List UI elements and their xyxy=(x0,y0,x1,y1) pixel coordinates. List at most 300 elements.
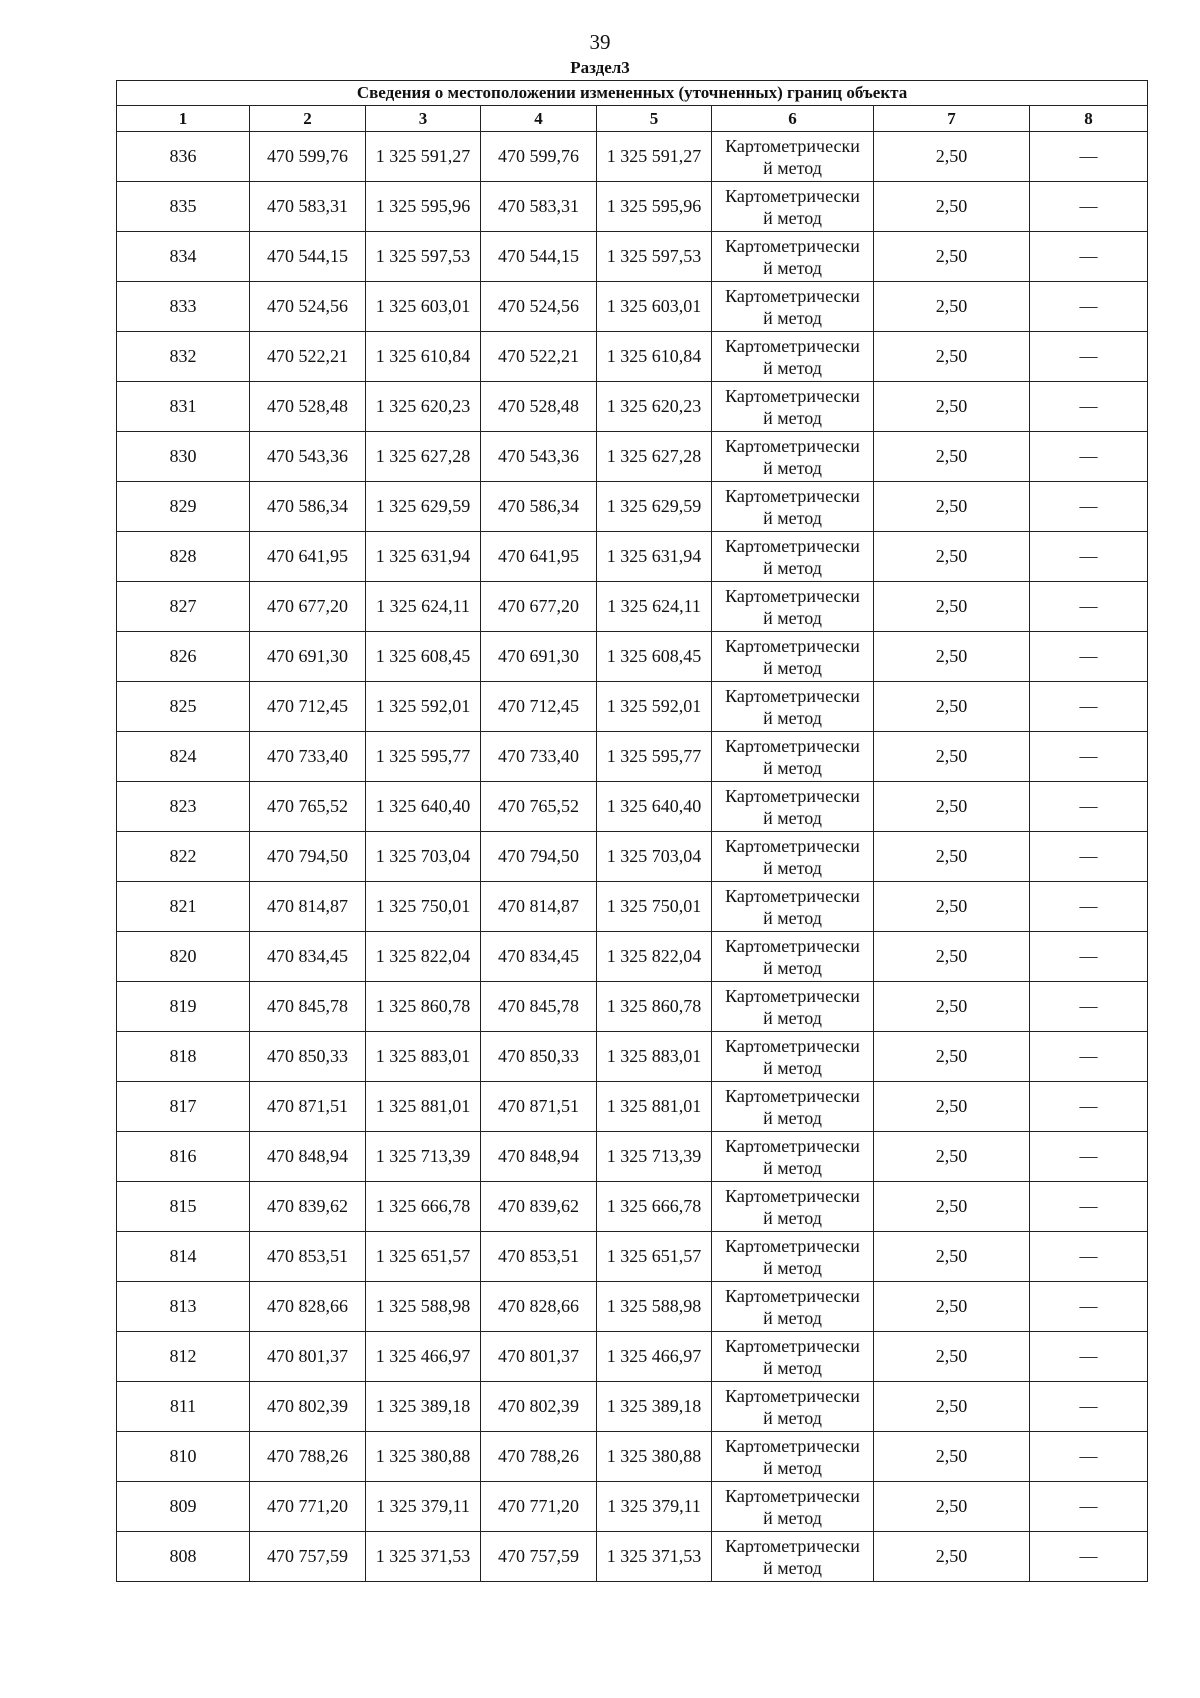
point-number-cell: 836 xyxy=(117,132,250,182)
y-coordinate-cell: 1 325 379,11 xyxy=(366,1482,481,1532)
note-cell: — xyxy=(1030,482,1148,532)
table-row xyxy=(117,532,1148,582)
column-number-header: 8 xyxy=(1030,106,1148,132)
point-number-cell: 809 xyxy=(117,1482,250,1532)
accuracy-cell: 2,50 xyxy=(874,1382,1030,1432)
accuracy-cell: 2,50 xyxy=(874,1232,1030,1282)
method-text: й метод xyxy=(763,357,822,378)
table-row xyxy=(117,932,1148,982)
y-new-coordinate-cell: 1 325 595,96 xyxy=(597,182,712,232)
x-new-coordinate-cell: 470 641,95 xyxy=(481,532,597,582)
method-text: й метод xyxy=(763,907,822,928)
method-text: Картометрически xyxy=(725,835,860,856)
method-text: Картометрически xyxy=(725,885,860,906)
method-cell xyxy=(712,132,874,182)
y-coordinate-cell: 1 325 591,27 xyxy=(366,132,481,182)
y-coordinate-cell: 1 325 595,77 xyxy=(366,732,481,782)
method-text: й метод xyxy=(763,1557,822,1578)
x-new-coordinate-cell: 470 802,39 xyxy=(481,1382,597,1432)
y-coordinate-cell: 1 325 822,04 xyxy=(366,932,481,982)
method-text: Картометрически xyxy=(725,135,860,156)
y-new-coordinate-cell: 1 325 750,01 xyxy=(597,882,712,932)
point-number-cell: 817 xyxy=(117,1082,250,1132)
method-text: й метод xyxy=(763,407,822,428)
method-cell xyxy=(712,1282,874,1332)
note-cell: — xyxy=(1030,232,1148,282)
x-coordinate-cell: 470 828,66 xyxy=(250,1282,366,1332)
method-text: Картометрически xyxy=(725,635,860,656)
y-new-coordinate-cell: 1 325 631,94 xyxy=(597,532,712,582)
accuracy-cell: 2,50 xyxy=(874,1282,1030,1332)
column-number-row xyxy=(117,106,1148,132)
table-row xyxy=(117,582,1148,632)
table-row xyxy=(117,332,1148,382)
method-cell xyxy=(712,1232,874,1282)
point-number-cell: 833 xyxy=(117,282,250,332)
table-row xyxy=(117,1532,1148,1582)
method-cell xyxy=(712,382,874,432)
y-new-coordinate-cell: 1 325 627,28 xyxy=(597,432,712,482)
column-number-header: 2 xyxy=(250,106,366,132)
method-cell xyxy=(712,232,874,282)
accuracy-cell: 2,50 xyxy=(874,1482,1030,1532)
y-coordinate-cell: 1 325 592,01 xyxy=(366,682,481,732)
y-new-coordinate-cell: 1 325 603,01 xyxy=(597,282,712,332)
point-number-cell: 818 xyxy=(117,1032,250,1082)
x-new-coordinate-cell: 470 771,20 xyxy=(481,1482,597,1532)
y-new-coordinate-cell: 1 325 624,11 xyxy=(597,582,712,632)
point-number-cell: 834 xyxy=(117,232,250,282)
x-coordinate-cell: 470 788,26 xyxy=(250,1432,366,1482)
note-cell: — xyxy=(1030,982,1148,1032)
table-body xyxy=(117,132,1148,1582)
method-text: Картометрически xyxy=(725,585,860,606)
column-number-header: 7 xyxy=(874,106,1030,132)
table-row xyxy=(117,382,1148,432)
x-new-coordinate-cell: 470 528,48 xyxy=(481,382,597,432)
accuracy-cell: 2,50 xyxy=(874,1332,1030,1382)
x-coordinate-cell: 470 853,51 xyxy=(250,1232,366,1282)
method-text: й метод xyxy=(763,1207,822,1228)
note-cell: — xyxy=(1030,1332,1148,1382)
table-row xyxy=(117,832,1148,882)
method-text: Картометрически xyxy=(725,735,860,756)
method-cell xyxy=(712,1482,874,1532)
x-coordinate-cell: 470 834,45 xyxy=(250,932,366,982)
note-cell: — xyxy=(1030,1132,1148,1182)
method-cell xyxy=(712,482,874,532)
y-new-coordinate-cell: 1 325 651,57 xyxy=(597,1232,712,1282)
note-cell: — xyxy=(1030,832,1148,882)
x-coordinate-cell: 470 522,21 xyxy=(250,332,366,382)
y-coordinate-cell: 1 325 640,40 xyxy=(366,782,481,832)
method-text: й метод xyxy=(763,457,822,478)
method-text: Картометрически xyxy=(725,1485,860,1506)
x-new-coordinate-cell: 470 794,50 xyxy=(481,832,597,882)
x-new-coordinate-cell: 470 712,45 xyxy=(481,682,597,732)
note-cell: — xyxy=(1030,1182,1148,1232)
point-number-cell: 832 xyxy=(117,332,250,382)
y-new-coordinate-cell: 1 325 591,27 xyxy=(597,132,712,182)
note-cell: — xyxy=(1030,1232,1148,1282)
method-text: й метод xyxy=(763,1507,822,1528)
method-text: Картометрически xyxy=(725,1385,860,1406)
x-new-coordinate-cell: 470 733,40 xyxy=(481,732,597,782)
method-text: Картометрически xyxy=(725,1285,860,1306)
table-row xyxy=(117,432,1148,482)
y-new-coordinate-cell: 1 325 608,45 xyxy=(597,632,712,682)
x-new-coordinate-cell: 470 845,78 xyxy=(481,982,597,1032)
method-text: Картометрически xyxy=(725,1535,860,1556)
method-text: й метод xyxy=(763,1007,822,1028)
table-row xyxy=(117,1482,1148,1532)
table-row xyxy=(117,1232,1148,1282)
y-coordinate-cell: 1 325 750,01 xyxy=(366,882,481,932)
table-row xyxy=(117,1082,1148,1132)
point-number-cell: 826 xyxy=(117,632,250,682)
x-new-coordinate-cell: 470 544,15 xyxy=(481,232,597,282)
x-coordinate-cell: 470 691,30 xyxy=(250,632,366,682)
x-coordinate-cell: 470 771,20 xyxy=(250,1482,366,1532)
x-new-coordinate-cell: 470 814,87 xyxy=(481,882,597,932)
method-text: й метод xyxy=(763,1407,822,1428)
y-new-coordinate-cell: 1 325 466,97 xyxy=(597,1332,712,1382)
note-cell: — xyxy=(1030,1432,1148,1482)
table-row xyxy=(117,882,1148,932)
x-coordinate-cell: 470 543,36 xyxy=(250,432,366,482)
y-new-coordinate-cell: 1 325 666,78 xyxy=(597,1182,712,1232)
table-row xyxy=(117,1382,1148,1432)
table-row xyxy=(117,232,1148,282)
y-coordinate-cell: 1 325 631,94 xyxy=(366,532,481,582)
method-text: й метод xyxy=(763,1057,822,1078)
method-cell xyxy=(712,932,874,982)
method-text: й метод xyxy=(763,1107,822,1128)
note-cell: — xyxy=(1030,632,1148,682)
method-text: й метод xyxy=(763,257,822,278)
point-number-cell: 828 xyxy=(117,532,250,582)
point-number-cell: 835 xyxy=(117,182,250,232)
accuracy-cell: 2,50 xyxy=(874,432,1030,482)
method-text: Картометрически xyxy=(725,185,860,206)
method-cell xyxy=(712,632,874,682)
page-number: 39 xyxy=(589,30,611,54)
x-coordinate-cell: 470 757,59 xyxy=(250,1532,366,1582)
accuracy-cell: 2,50 xyxy=(874,732,1030,782)
y-coordinate-cell: 1 325 883,01 xyxy=(366,1032,481,1082)
point-number-cell: 825 xyxy=(117,682,250,732)
x-coordinate-cell: 470 814,87 xyxy=(250,882,366,932)
x-coordinate-cell: 470 528,48 xyxy=(250,382,366,432)
y-new-coordinate-cell: 1 325 588,98 xyxy=(597,1282,712,1332)
y-new-coordinate-cell: 1 325 592,01 xyxy=(597,682,712,732)
accuracy-cell: 2,50 xyxy=(874,332,1030,382)
y-new-coordinate-cell: 1 325 713,39 xyxy=(597,1132,712,1182)
method-text: й метод xyxy=(763,807,822,828)
x-coordinate-cell: 470 801,37 xyxy=(250,1332,366,1382)
method-text: Картометрически xyxy=(725,1085,860,1106)
note-cell: — xyxy=(1030,932,1148,982)
accuracy-cell: 2,50 xyxy=(874,532,1030,582)
method-cell xyxy=(712,682,874,732)
x-new-coordinate-cell: 470 522,21 xyxy=(481,332,597,382)
method-text: Картометрически xyxy=(725,1185,860,1206)
method-cell xyxy=(712,1532,874,1582)
note-cell: — xyxy=(1030,1032,1148,1082)
method-text: Картометрически xyxy=(725,535,860,556)
table-title: Сведения о местоположении измененных (уточненных) границ объекта xyxy=(117,81,1148,106)
y-coordinate-cell: 1 325 389,18 xyxy=(366,1382,481,1432)
y-new-coordinate-cell: 1 325 610,84 xyxy=(597,332,712,382)
accuracy-cell: 2,50 xyxy=(874,832,1030,882)
method-text: й метод xyxy=(763,157,822,178)
point-number-cell: 810 xyxy=(117,1432,250,1482)
method-text: Картометрически xyxy=(725,1335,860,1356)
accuracy-cell: 2,50 xyxy=(874,582,1030,632)
accuracy-cell: 2,50 xyxy=(874,982,1030,1032)
accuracy-cell: 2,50 xyxy=(874,232,1030,282)
method-text: Картометрически xyxy=(725,235,860,256)
table-row xyxy=(117,1432,1148,1482)
point-number-cell: 814 xyxy=(117,1232,250,1282)
y-coordinate-cell: 1 325 603,01 xyxy=(366,282,481,332)
note-cell: — xyxy=(1030,732,1148,782)
method-text: й метод xyxy=(763,957,822,978)
method-text: й метод xyxy=(763,857,822,878)
table-row xyxy=(117,632,1148,682)
point-number-cell: 824 xyxy=(117,732,250,782)
table-row xyxy=(117,1282,1148,1332)
note-cell: — xyxy=(1030,432,1148,482)
accuracy-cell: 2,50 xyxy=(874,482,1030,532)
method-text: й метод xyxy=(763,207,822,228)
y-coordinate-cell: 1 325 651,57 xyxy=(366,1232,481,1282)
x-new-coordinate-cell: 470 543,36 xyxy=(481,432,597,482)
x-coordinate-cell: 470 845,78 xyxy=(250,982,366,1032)
accuracy-cell: 2,50 xyxy=(874,282,1030,332)
x-new-coordinate-cell: 470 848,94 xyxy=(481,1132,597,1182)
method-text: й метод xyxy=(763,607,822,628)
method-cell xyxy=(712,1182,874,1232)
note-cell: — xyxy=(1030,382,1148,432)
method-text: Картометрически xyxy=(725,1235,860,1256)
y-coordinate-cell: 1 325 713,39 xyxy=(366,1132,481,1182)
y-coordinate-cell: 1 325 371,53 xyxy=(366,1532,481,1582)
method-text: Картометрически xyxy=(725,1135,860,1156)
method-text: Картометрически xyxy=(725,785,860,806)
x-coordinate-cell: 470 583,31 xyxy=(250,182,366,232)
accuracy-cell: 2,50 xyxy=(874,182,1030,232)
y-new-coordinate-cell: 1 325 860,78 xyxy=(597,982,712,1032)
method-text: й метод xyxy=(763,707,822,728)
method-text: й метод xyxy=(763,657,822,678)
x-coordinate-cell: 470 677,20 xyxy=(250,582,366,632)
x-new-coordinate-cell: 470 757,59 xyxy=(481,1532,597,1582)
method-text: й метод xyxy=(763,1457,822,1478)
y-new-coordinate-cell: 1 325 380,88 xyxy=(597,1432,712,1482)
y-coordinate-cell: 1 325 881,01 xyxy=(366,1082,481,1132)
accuracy-cell: 2,50 xyxy=(874,1132,1030,1182)
point-number-cell: 827 xyxy=(117,582,250,632)
method-cell xyxy=(712,1332,874,1382)
x-new-coordinate-cell: 470 828,66 xyxy=(481,1282,597,1332)
point-number-cell: 815 xyxy=(117,1182,250,1232)
method-cell xyxy=(712,982,874,1032)
method-text: й метод xyxy=(763,757,822,778)
y-coordinate-cell: 1 325 608,45 xyxy=(366,632,481,682)
table-row xyxy=(117,1132,1148,1182)
point-number-cell: 830 xyxy=(117,432,250,482)
accuracy-cell: 2,50 xyxy=(874,1432,1030,1482)
y-new-coordinate-cell: 1 325 881,01 xyxy=(597,1082,712,1132)
method-text: Картометрически xyxy=(725,435,860,456)
method-cell xyxy=(712,732,874,782)
y-coordinate-cell: 1 325 588,98 xyxy=(366,1282,481,1332)
method-text: й метод xyxy=(763,557,822,578)
x-new-coordinate-cell: 470 524,56 xyxy=(481,282,597,332)
note-cell: — xyxy=(1030,532,1148,582)
y-new-coordinate-cell: 1 325 597,53 xyxy=(597,232,712,282)
y-coordinate-cell: 1 325 629,59 xyxy=(366,482,481,532)
x-coordinate-cell: 470 839,62 xyxy=(250,1182,366,1232)
point-number-cell: 816 xyxy=(117,1132,250,1182)
y-new-coordinate-cell: 1 325 640,40 xyxy=(597,782,712,832)
x-coordinate-cell: 470 802,39 xyxy=(250,1382,366,1432)
x-coordinate-cell: 470 641,95 xyxy=(250,532,366,582)
y-new-coordinate-cell: 1 325 620,23 xyxy=(597,382,712,432)
method-text: Картометрически xyxy=(725,1035,860,1056)
y-new-coordinate-cell: 1 325 371,53 xyxy=(597,1532,712,1582)
point-number-cell: 813 xyxy=(117,1282,250,1332)
method-cell xyxy=(712,582,874,632)
method-text: й метод xyxy=(763,1307,822,1328)
table-row xyxy=(117,182,1148,232)
point-number-cell: 829 xyxy=(117,482,250,532)
x-new-coordinate-cell: 470 599,76 xyxy=(481,132,597,182)
table-row xyxy=(117,982,1148,1032)
point-number-cell: 811 xyxy=(117,1382,250,1432)
column-number-header: 6 xyxy=(712,106,874,132)
method-text: Картометрически xyxy=(725,385,860,406)
accuracy-cell: 2,50 xyxy=(874,1032,1030,1082)
method-cell xyxy=(712,432,874,482)
method-text: Картометрически xyxy=(725,685,860,706)
y-new-coordinate-cell: 1 325 822,04 xyxy=(597,932,712,982)
y-new-coordinate-cell: 1 325 389,18 xyxy=(597,1382,712,1432)
table-row xyxy=(117,732,1148,782)
method-cell xyxy=(712,182,874,232)
table-row xyxy=(117,682,1148,732)
column-number-header: 3 xyxy=(366,106,481,132)
x-coordinate-cell: 470 599,76 xyxy=(250,132,366,182)
table-row xyxy=(117,1332,1148,1382)
x-new-coordinate-cell: 470 853,51 xyxy=(481,1232,597,1282)
table-row xyxy=(117,782,1148,832)
x-coordinate-cell: 470 733,40 xyxy=(250,732,366,782)
method-text: й метод xyxy=(763,1257,822,1278)
method-cell xyxy=(712,1432,874,1482)
x-coordinate-cell: 470 712,45 xyxy=(250,682,366,732)
x-coordinate-cell: 470 850,33 xyxy=(250,1032,366,1082)
x-new-coordinate-cell: 470 871,51 xyxy=(481,1082,597,1132)
x-coordinate-cell: 470 848,94 xyxy=(250,1132,366,1182)
accuracy-cell: 2,50 xyxy=(874,782,1030,832)
y-new-coordinate-cell: 1 325 883,01 xyxy=(597,1032,712,1082)
y-new-coordinate-cell: 1 325 379,11 xyxy=(597,1482,712,1532)
section-label: Раздел3 xyxy=(570,58,630,77)
method-cell xyxy=(712,282,874,332)
point-number-cell: 820 xyxy=(117,932,250,982)
method-cell xyxy=(712,882,874,932)
x-coordinate-cell: 470 794,50 xyxy=(250,832,366,882)
x-coordinate-cell: 470 524,56 xyxy=(250,282,366,332)
method-cell xyxy=(712,782,874,832)
column-number-header: 4 xyxy=(481,106,597,132)
y-coordinate-cell: 1 325 620,23 xyxy=(366,382,481,432)
y-coordinate-cell: 1 325 703,04 xyxy=(366,832,481,882)
method-text: й метод xyxy=(763,1357,822,1378)
method-cell xyxy=(712,1382,874,1432)
column-number-header: 1 xyxy=(117,106,250,132)
point-number-cell: 819 xyxy=(117,982,250,1032)
accuracy-cell: 2,50 xyxy=(874,132,1030,182)
y-coordinate-cell: 1 325 624,11 xyxy=(366,582,481,632)
x-coordinate-cell: 470 871,51 xyxy=(250,1082,366,1132)
y-new-coordinate-cell: 1 325 703,04 xyxy=(597,832,712,882)
table-row xyxy=(117,482,1148,532)
x-new-coordinate-cell: 470 691,30 xyxy=(481,632,597,682)
point-number-cell: 812 xyxy=(117,1332,250,1382)
y-new-coordinate-cell: 1 325 629,59 xyxy=(597,482,712,532)
point-number-cell: 831 xyxy=(117,382,250,432)
note-cell: — xyxy=(1030,1482,1148,1532)
note-cell: — xyxy=(1030,782,1148,832)
accuracy-cell: 2,50 xyxy=(874,1182,1030,1232)
accuracy-cell: 2,50 xyxy=(874,1532,1030,1582)
table-row xyxy=(117,1182,1148,1232)
x-new-coordinate-cell: 470 801,37 xyxy=(481,1332,597,1382)
table-title-row xyxy=(117,81,1148,106)
y-coordinate-cell: 1 325 627,28 xyxy=(366,432,481,482)
x-new-coordinate-cell: 470 850,33 xyxy=(481,1032,597,1082)
y-coordinate-cell: 1 325 666,78 xyxy=(366,1182,481,1232)
method-cell xyxy=(712,332,874,382)
method-cell xyxy=(712,1082,874,1132)
method-text: Картометрически xyxy=(725,335,860,356)
y-coordinate-cell: 1 325 597,53 xyxy=(366,232,481,282)
note-cell: — xyxy=(1030,1382,1148,1432)
method-cell xyxy=(712,532,874,582)
y-coordinate-cell: 1 325 595,96 xyxy=(366,182,481,232)
y-coordinate-cell: 1 325 610,84 xyxy=(366,332,481,382)
note-cell: — xyxy=(1030,1082,1148,1132)
y-coordinate-cell: 1 325 860,78 xyxy=(366,982,481,1032)
x-new-coordinate-cell: 470 834,45 xyxy=(481,932,597,982)
method-cell xyxy=(712,1132,874,1182)
note-cell: — xyxy=(1030,132,1148,182)
x-new-coordinate-cell: 470 839,62 xyxy=(481,1182,597,1232)
note-cell: — xyxy=(1030,1532,1148,1582)
point-number-cell: 808 xyxy=(117,1532,250,1582)
accuracy-cell: 2,50 xyxy=(874,632,1030,682)
method-cell xyxy=(712,832,874,882)
column-number-header: 5 xyxy=(597,106,712,132)
point-number-cell: 821 xyxy=(117,882,250,932)
y-coordinate-cell: 1 325 466,97 xyxy=(366,1332,481,1382)
method-text: Картометрически xyxy=(725,1435,860,1456)
x-coordinate-cell: 470 765,52 xyxy=(250,782,366,832)
x-new-coordinate-cell: 470 586,34 xyxy=(481,482,597,532)
